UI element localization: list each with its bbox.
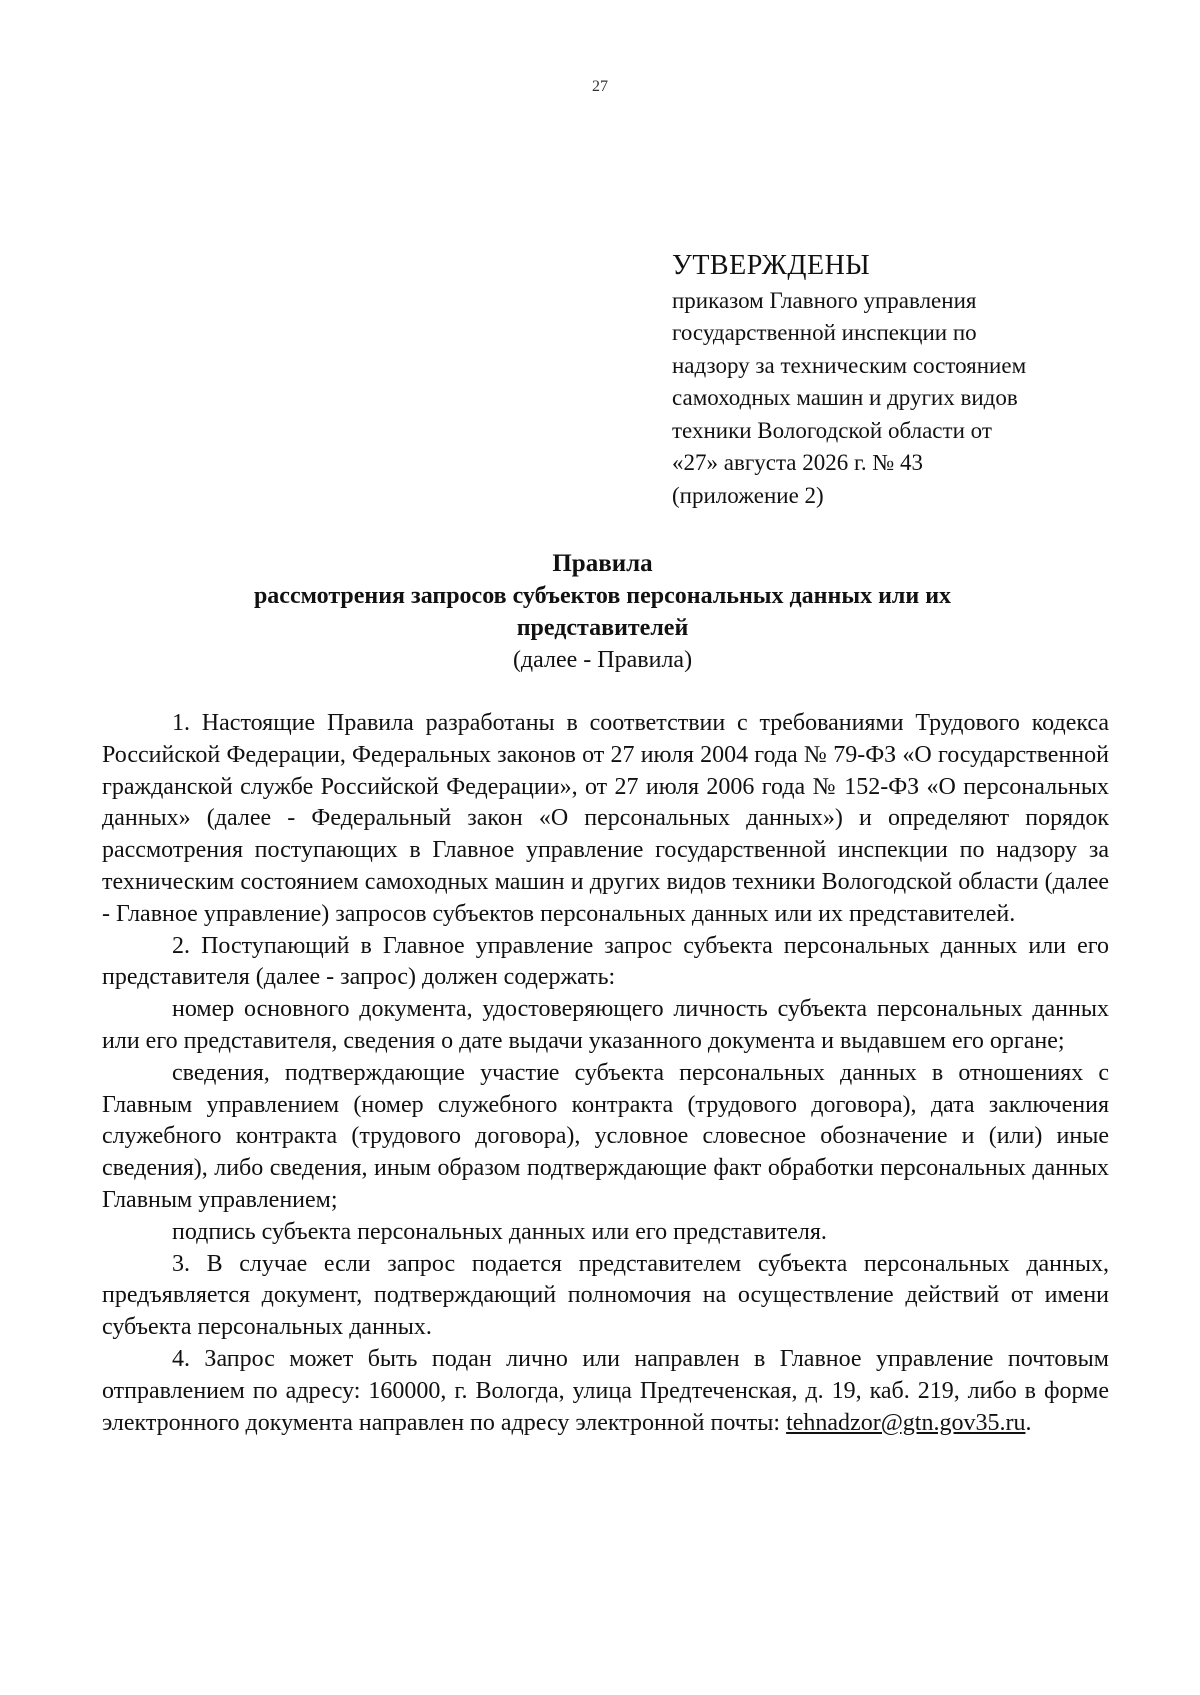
approval-line: «27» августа 2026 г. № 43 (672, 450, 924, 475)
approval-line: (приложение 2) (672, 482, 824, 508)
document-subtitle-line: рассмотрения запросов субъектов персональных данных или их (253, 583, 952, 609)
document-subtitle-note: (далее - Правила) (512, 647, 693, 673)
email-link[interactable]: tehnadzor@gtn.gov35.ru (786, 1409, 1026, 1436)
paragraph: 1. Настоящие Правила разработаны в соответствии с требованиями Трудового кодекса Российской Федерации, Федеральных законов от 27 июля 2004 года № 79-ФЗ «О государственной гражданской службе Российской Федерации», от 27 июля 2006 года № 152-ФЗ «О персональных данных» (далее - Федеральный закон «О персональных данных») и определяют порядок рассмотрения поступающих в Главное управление государственной инспекции по надзору за техническим состоянием самоходных машин и других видов техники Вологодской области (далее - Главное управление) запросов субъектов персональных данных или их представителей. (102, 710, 1109, 927)
paragraph-text: 4. Запрос может быть подан лично или направлен в Главное управление почтовым отправлением по адресу: 160000, г. Вологда, улица Предтеченская, д. 19, каб. 219, либо в форме электронного документа направлен по адресу электронной почты: (102, 1345, 1109, 1436)
page-number: 27 (592, 78, 608, 95)
paragraph: номер основного документа, удостоверяющего личность субъекта персональных данных или его представителя, сведения о дате выдачи указанного документа и выдавшем его органе; (102, 996, 1109, 1054)
document-subtitle-line: представителей (516, 615, 689, 641)
approval-line: государственной инспекции по (672, 320, 977, 345)
approval-line: приказом Главного управления (672, 287, 977, 313)
paragraph: 2. Поступающий в Главное управление запрос субъекта персональных данных или его представителя (далее - запрос) должен содержать: (102, 932, 1109, 991)
approval-line: техники Вологодской области от (672, 417, 992, 443)
paragraph: подпись субъекта персональных данных или его представителя. (172, 1218, 827, 1245)
paragraph (102, 1344, 1109, 1439)
approval-line: самоходных машин и других видов (672, 385, 1018, 410)
approval-block (672, 250, 1142, 512)
document-heading (150, 548, 1055, 676)
document-body (102, 708, 1109, 1439)
paragraph-end: . (1025, 1409, 1032, 1436)
paragraph: 3. В случае если запрос подается представителем субъекта персональных данных, предъявляется документ, подтверждающий полномочия на осуществление действий от имени субъекта персональных данных. (102, 1250, 1109, 1341)
document-title: Правила (552, 550, 653, 577)
approval-title: УТВЕРЖДЕНЫ (672, 250, 871, 281)
paragraph: сведения, подтверждающие участие субъекта персональных данных в отношениях с Главным управлением (номер служебного контракта (трудового договора), дата заключения служебного контракта (трудового договора), условное словесное обозначение и (или) иные сведения), либо сведения, иным образом подтверждающие факт обработки персональных данных Главным управлением; (102, 1059, 1109, 1213)
approval-line: надзору за техническим состоянием (672, 352, 1027, 378)
